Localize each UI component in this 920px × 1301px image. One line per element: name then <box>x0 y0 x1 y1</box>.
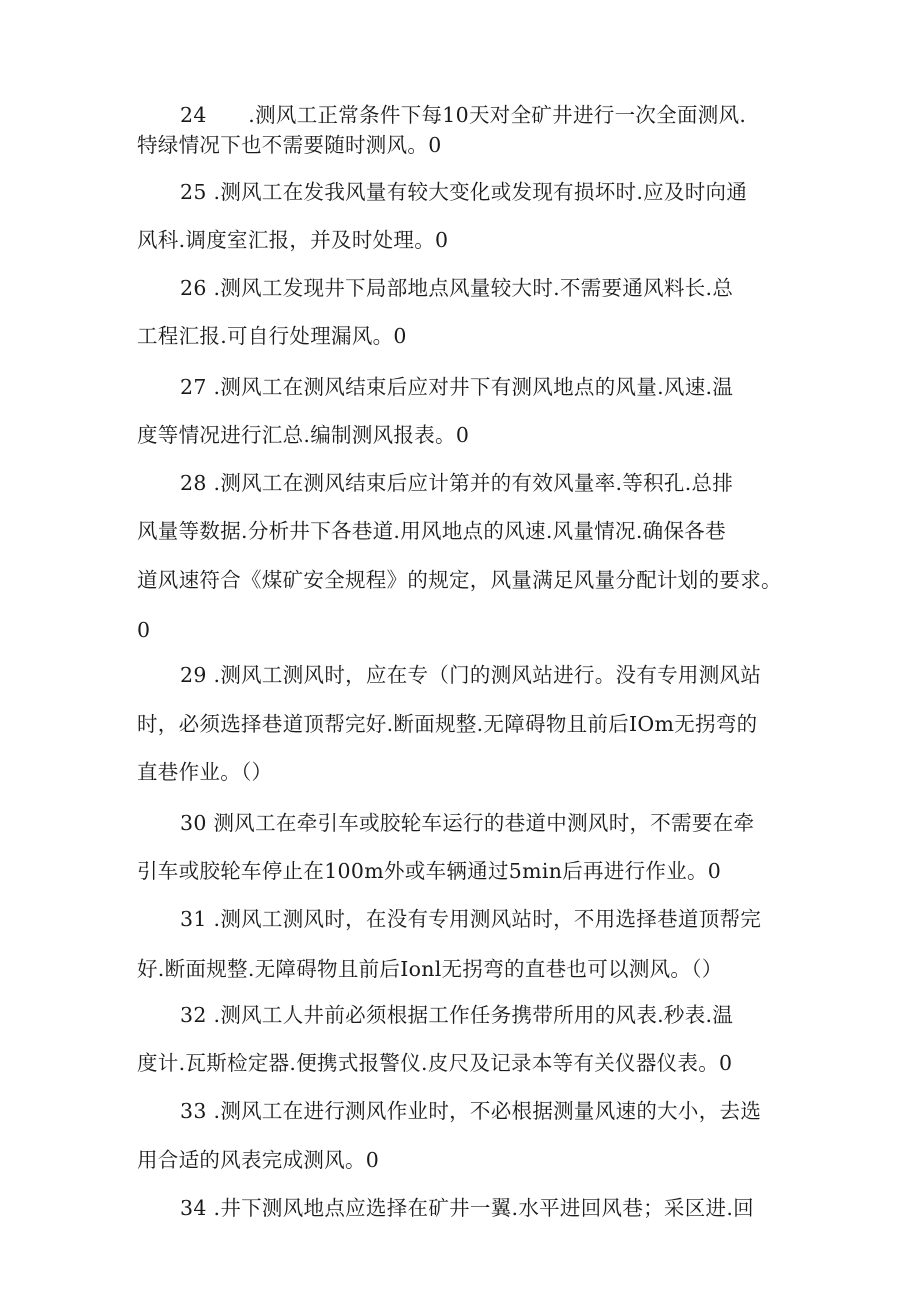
paragraph-25-line-1: 25 .测风工在发我风量有较大变化或发现有损坏时.应及时向通 <box>180 180 748 204</box>
paragraph-31-line-2: 好.断面规整.无障碍物且前后Ionl无拐弯的直巷也可以测风。（） <box>137 957 723 981</box>
paragraph-32-line-1: 32 .测风工人井前必须根据工作任务携带所用的风表.秒表.温 <box>180 1003 734 1027</box>
paragraph-24-line-1: 24 .测风工正常条件下每10天对全矿井进行一次全面测风. <box>180 103 747 127</box>
paragraph-27-line-1: 27 .测风工在测风结束后应对井下有测风地点的风量.风速.温 <box>180 375 734 399</box>
paragraph-33-line-1: 33 .测风工在进行测风作业时，不必根据测量风速的大小，去选 <box>180 1099 762 1123</box>
paragraph-32-line-2: 度计.瓦斯检定器.便携式报警仪.皮尺及记录本等有关仪器仪表。0 <box>137 1051 733 1075</box>
paragraph-29-line-3: 直巷作业。（） <box>137 760 273 784</box>
paragraph-24-line-2: 特绿情况下也不需要随时测风。0 <box>137 133 442 157</box>
paragraph-30-line-2: 引车或胶轮车停止在100m外或车辆通过5min后再进行作业。0 <box>137 859 722 883</box>
paragraph-26-line-2: 工程汇报.可自行处理漏风。0 <box>137 324 407 348</box>
paragraph-31-line-1: 31 .测风工测风时，在没有专用测风站时，不用选择巷道顶帮完 <box>180 907 762 931</box>
paragraph-26-line-1: 26 .测风工发现井下局部地点风量较大时.不需要通风料长.总 <box>180 276 734 300</box>
paragraph-30-line-1: 30 测风工在牵引车或胶轮车运行的巷道中测风时，不需要在牵 <box>180 811 755 835</box>
paragraph-28-line-2: 风量等数据.分析井下各巷道.用风地点的风速.风量情况.确保各巷 <box>137 519 726 543</box>
paragraph-28-line-3: 道风速符合《煤矿安全规程》的规定，风量满足风量分配计划的要求。 <box>137 568 782 592</box>
paragraph-29-line-2: 时，必须选择巷道顶帮完好.断面规整.无障碍物且前后IOm无拐弯的 <box>137 712 758 736</box>
paragraph-33-line-2: 用合适的风表完成测风。0 <box>137 1148 380 1172</box>
paragraph-27-line-2: 度等情况进行汇总.编制测风报表。0 <box>137 423 470 447</box>
paragraph-28-line-4: 0 <box>137 618 151 642</box>
paragraph-28-line-1: 28 .测风工在测风结束后应计第并的有效风量率.等积孔.总排 <box>180 471 734 495</box>
paragraph-25-line-2: 风科.调度室汇报，并及时处理。0 <box>137 228 449 252</box>
paragraph-34-line-1: 34 .井下测风地点应选择在矿井一翼.水平进回风巷；采区进.回 <box>180 1196 754 1220</box>
paragraph-29-line-1: 29 .测风工测风时，应在专（门的测风站进行。没有专用测风站 <box>180 663 762 687</box>
